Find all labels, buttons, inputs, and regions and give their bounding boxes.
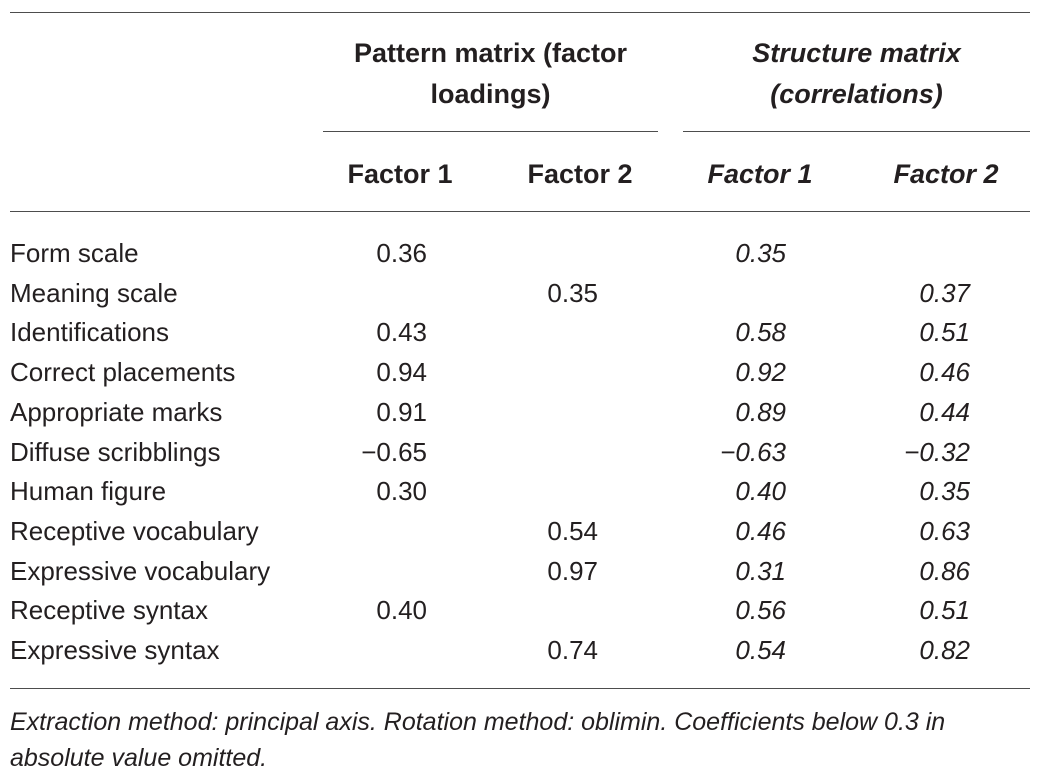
structure-factor2-cell: 0.63: [919, 516, 970, 546]
pattern-factor2-header: Factor 2: [527, 159, 633, 189]
structure-factor1-cell: 0.31: [735, 556, 786, 586]
pattern-factor1-cell: 0.94: [376, 357, 427, 387]
structure-factor2-cell: 0.82: [919, 635, 970, 665]
structure-factor1-cell: 0.89: [735, 397, 786, 427]
pattern-factor1-cell: 0.43: [376, 317, 427, 347]
structure-factor2-cell: 0.35: [919, 476, 970, 506]
structure-header-line2: (correlations): [770, 79, 943, 109]
structure-factor1-cell: 0.46: [735, 516, 786, 546]
pattern-factor2-cell: 0.74: [547, 635, 598, 665]
pattern-factor2-cell: 0.97: [547, 556, 598, 586]
row-label: Expressive vocabulary: [10, 556, 271, 586]
pattern-underline: [323, 131, 658, 132]
structure-factor1-header: Factor 1: [707, 159, 813, 189]
structure-factor2-cell: 0.86: [919, 556, 970, 586]
pattern-factor1-cell: 0.30: [376, 476, 427, 506]
structure-factor2-cell: 0.44: [919, 397, 970, 427]
footnote-line1: Extraction method: principal axis. Rotation method: oblimin. Coefficients below 0.3 in: [10, 708, 946, 736]
pattern-factor1-cell: 0.40: [376, 595, 427, 625]
footnote-line2: absolute value omitted.: [10, 744, 268, 772]
pattern-header-line1: Pattern matrix (factor: [353, 38, 628, 68]
pattern-factor1-cell: 0.91: [376, 397, 427, 427]
row-label: Human figure: [10, 476, 167, 506]
row-label: Correct placements: [10, 357, 236, 387]
structure-factor2-cell: 0.46: [919, 357, 970, 387]
pattern-factor2-cell: 0.54: [547, 516, 598, 546]
top-rule: [10, 12, 1030, 13]
pattern-factor1-cell: −0.65: [361, 437, 427, 467]
header-rule: [10, 211, 1030, 212]
structure-factor2-header: Factor 2: [893, 159, 999, 189]
row-label: Receptive vocabulary: [10, 516, 259, 546]
structure-factor1-cell: 0.54: [735, 635, 786, 665]
structure-factor2-cell: 0.37: [919, 278, 970, 308]
structure-factor1-cell: 0.56: [735, 595, 786, 625]
structure-factor1-cell: −0.63: [720, 437, 786, 467]
structure-factor1-cell: 0.40: [735, 476, 786, 506]
structure-factor2-cell: −0.32: [904, 437, 970, 467]
pattern-factor2-cell: 0.35: [547, 278, 598, 308]
structure-header-line1: Structure matrix: [752, 38, 961, 68]
row-label: Meaning scale: [10, 278, 178, 308]
row-label: Receptive syntax: [10, 595, 208, 625]
row-label: Identifications: [10, 317, 169, 347]
row-label: Form scale: [10, 238, 139, 268]
structure-factor2-cell: 0.51: [919, 317, 970, 347]
row-label: Expressive syntax: [10, 635, 220, 665]
pattern-header-line2: loadings): [430, 79, 551, 109]
structure-factor1-cell: 0.58: [735, 317, 786, 347]
pattern-factor1-header: Factor 1: [347, 159, 453, 189]
structure-underline: [683, 131, 1030, 132]
row-label: Appropriate marks: [10, 397, 223, 427]
row-label: Diffuse scribblings: [10, 437, 221, 467]
pattern-factor1-cell: 0.36: [376, 238, 427, 268]
structure-factor1-cell: 0.92: [735, 357, 786, 387]
structure-factor1-cell: 0.35: [735, 238, 786, 268]
bottom-rule: [10, 688, 1030, 689]
structure-factor2-cell: 0.51: [919, 595, 970, 625]
